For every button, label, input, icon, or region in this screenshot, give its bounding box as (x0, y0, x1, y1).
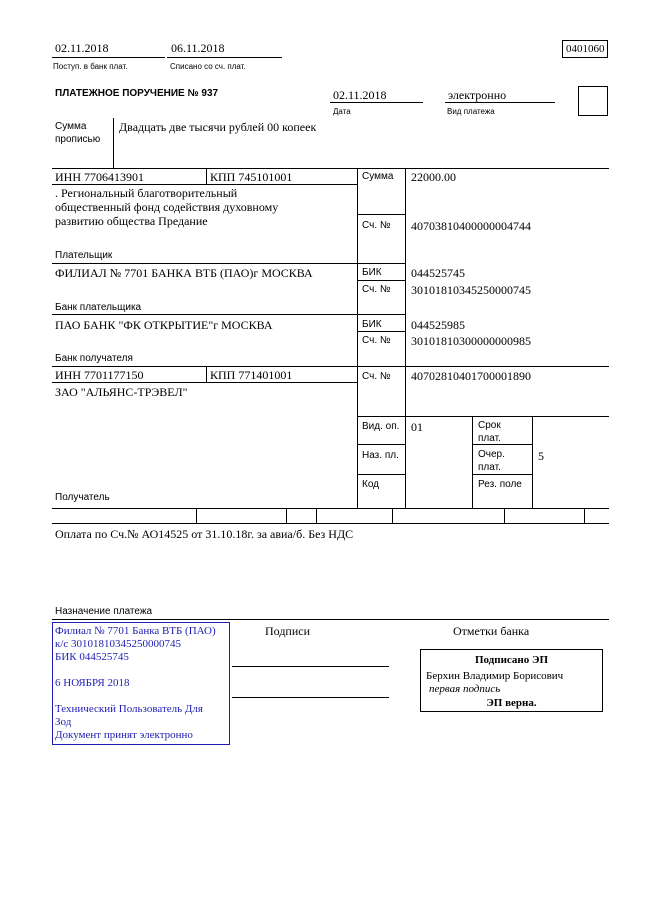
op-type-value: 01 (411, 420, 423, 434)
payee-bik: 044525985 (411, 318, 465, 332)
document-date-line (330, 102, 423, 103)
tax-cell-divider-3 (316, 508, 317, 523)
document-date-label: Дата (333, 107, 351, 116)
ep-sign-type: первая подпись (429, 683, 501, 695)
tax-cell-divider-4 (392, 508, 393, 523)
order-line (472, 474, 532, 475)
payer-bik-line (357, 280, 405, 281)
debited-date-label: Списано со сч. плат. (170, 62, 246, 71)
status-box (578, 86, 608, 116)
amount-label: Сумма (362, 171, 394, 182)
bank-stamp-line-4: 6 НОЯБРЯ 2018 (55, 677, 130, 689)
received-date-line (52, 57, 165, 58)
term-label-2: плат. (478, 433, 501, 444)
debited-date-line (167, 57, 282, 58)
payment-type-line (445, 102, 555, 103)
received-date-label: Поступ. в банк плат. (53, 62, 128, 71)
signatures-label: Подписи (265, 624, 311, 638)
order-label-2: плат. (478, 462, 501, 473)
tax-row-bottom-line (52, 523, 609, 524)
payer-bik: 044525745 (411, 266, 465, 280)
op-type-line (357, 444, 405, 445)
payer-bik-label: БИК (362, 267, 382, 278)
payer-bank-account: 30101810345250000745 (411, 283, 531, 297)
bank-marks-label: Отметки банка (453, 624, 530, 638)
order-label (478, 448, 505, 474)
bank-stamp-line-5: Технический Пользователь Для (55, 703, 203, 715)
payee-bank-account-label: Сч. № (362, 335, 391, 346)
payer-bank-account-label: Сч. № (362, 284, 391, 295)
payee-bank-name: ПАО БАНК "ФК ОТКРЫТИЕ"г МОСКВА (55, 318, 273, 332)
payer-name-line-3: развитию общества Предание (55, 214, 208, 228)
order-label-1: Очер. (478, 449, 505, 460)
payee-bank-label: Банк получателя (55, 353, 133, 364)
tax-cell-divider-2 (286, 508, 287, 523)
code-label: Код (362, 479, 380, 490)
op-type-label: Вид. оп. (362, 421, 400, 432)
payee-account: 40702810401700001890 (411, 369, 531, 383)
payee-inn: ИНН 7701177150 (55, 368, 144, 382)
tax-row-top-line (52, 508, 609, 509)
payer-inn: ИНН 7706413901 (55, 170, 144, 184)
payee-label: Получатель (55, 492, 110, 503)
bank-stamp-line-2: к/с 30101810345250000745 (55, 638, 182, 650)
term-label-1: Срок (478, 420, 501, 431)
tax-cell-divider-1 (196, 508, 197, 523)
purpose-code-label: Наз. пл. (362, 450, 399, 461)
column-divider-left (357, 168, 358, 508)
debited-date: 06.11.2018 (171, 41, 225, 55)
purpose-bottom-line (52, 619, 609, 620)
column-divider-right (405, 168, 406, 508)
bank-stamp-spacer-1 (55, 664, 227, 677)
bank-stamp-line-7: Документ принят электронно (55, 729, 193, 741)
payer-name-line-2: общественный фонд содействия духовному (55, 200, 279, 214)
term-label (478, 419, 501, 445)
ep-status: ЭП верна. (486, 697, 537, 709)
payee-bank-bottom-line (52, 366, 609, 367)
amount-words-label-1: Сумма (55, 121, 87, 132)
codes-top-line (357, 416, 609, 417)
signature-line-2 (232, 697, 389, 698)
payer-bank-name: ФИЛИАЛ № 7701 БАНКА ВТБ (ПАО)г МОСКВА (55, 266, 313, 280)
payee-bik-label: БИК (362, 319, 382, 330)
amount-words-value: Двадцать две тысячи рублей 00 копеек (119, 120, 317, 134)
grid-line-top (52, 168, 609, 169)
payment-type: электронно (448, 88, 507, 102)
payer-bank-bottom-line (52, 314, 405, 315)
codes-divider-1 (472, 416, 473, 508)
payee-bank-account: 30101810300000000985 (411, 334, 531, 348)
document-date: 02.11.2018 (333, 88, 387, 102)
signature-line-1 (232, 666, 389, 667)
order-value: 5 (538, 449, 544, 463)
purpose-text: Оплата по Сч.№ АО14525 от 31.10.18г. за авиа/б. Без НДС (55, 527, 354, 541)
payer-inn-kpp-divider (206, 168, 207, 184)
reserve-label: Рез. поле (478, 479, 522, 490)
codes-divider-2 (532, 416, 533, 508)
form-code-box (562, 40, 608, 58)
payer-bottom-line (52, 263, 405, 264)
form-code: 0401060 (566, 43, 605, 55)
purpose-label: Назначение платежа (55, 606, 153, 617)
payer-account: 40703810400000004744 (411, 219, 531, 233)
bank-stamp-spacer-2 (55, 690, 227, 703)
bank-stamp (52, 622, 230, 745)
bank-stamp-line-3: БИК 044525745 (55, 651, 129, 663)
bank-stamp-line-6: Зод (55, 716, 72, 728)
amount-words-label-2: прописью (55, 134, 101, 145)
payer-kpp: КПП 745101001 (210, 170, 293, 184)
payee-inn-kpp-divider (206, 366, 207, 382)
ep-signer: Берхин Владимир Борисович (426, 670, 564, 682)
payer-label: Плательщик (55, 250, 113, 261)
tax-cell-divider-5 (504, 508, 505, 523)
payee-kpp: КПП 771401001 (210, 368, 293, 382)
payer-name-line-1: . Региональный благотворительный (55, 186, 238, 200)
tax-cell-divider-6 (584, 508, 585, 523)
ep-box (420, 649, 603, 712)
payer-bank-label: Банк плательщика (55, 302, 142, 313)
payee-bik-line (357, 331, 405, 332)
amount-value: 22000.00 (411, 170, 456, 184)
ep-title: Подписано ЭП (474, 654, 549, 666)
amount-words-divider (113, 118, 114, 168)
amount-box-line (357, 214, 405, 215)
received-date: 02.11.2018 (55, 41, 109, 55)
payer-account-label: Сч. № (362, 220, 391, 231)
payer-name (55, 186, 278, 228)
purpose-code-line (357, 474, 405, 475)
payment-type-label: Вид платежа (447, 107, 495, 116)
payee-name: ЗАО "АЛЬЯНС-ТРЭВЕЛ" (55, 385, 188, 399)
document-title: ПЛАТЕЖНОЕ ПОРУЧЕНИЕ № 937 (55, 88, 219, 99)
amount-words-label (55, 120, 100, 146)
bank-stamp-line-1: Филиал № 7701 Банка ВТБ (ПАО) (55, 625, 216, 637)
payee-account-label: Сч. № (362, 371, 391, 382)
